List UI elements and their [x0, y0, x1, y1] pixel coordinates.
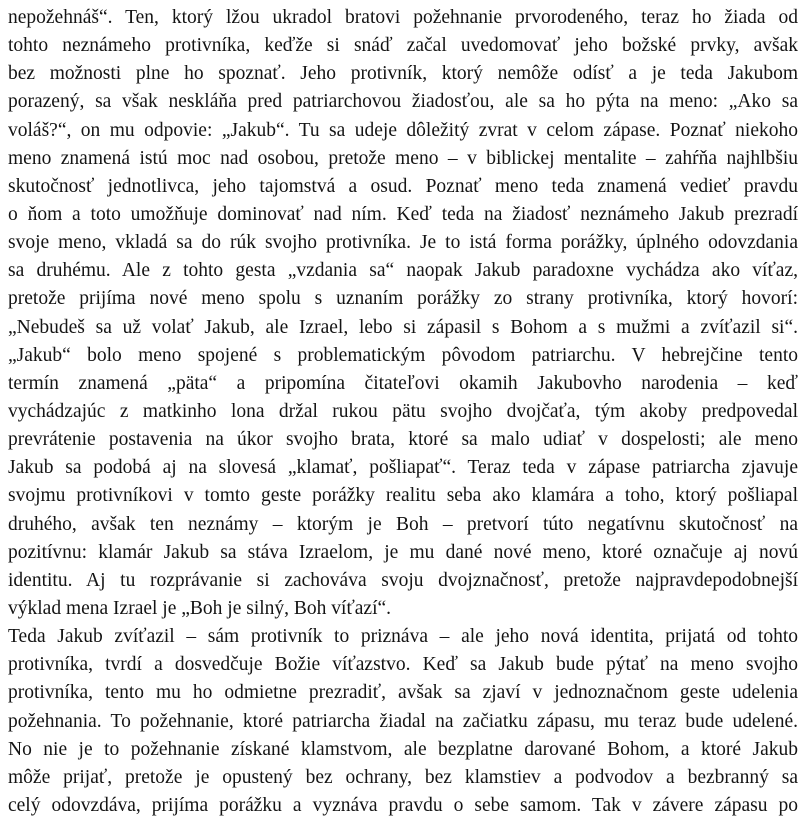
text-line: porazený, sa však neskláňa pred patriarchovou žiadosťou, ale sa ho pýta na meno: „Ako sa	[8, 91, 798, 113]
text-line: výklad mena Izrael je „Boh je silný, Boh víťazí“.	[8, 597, 392, 619]
paragraph-1	[8, 4, 798, 623]
text-line: „Jakub“ bolo meno spojené s problematickým pôvodom patriarchu. V hebrejčine tento	[8, 344, 798, 366]
text-line: skutočnosť jednotlivca, jeho tajomstvá a osud. Poznať meno teda znamená vedieť pravdu	[8, 175, 798, 197]
text-line: svojmu protivníkovi v tomto geste porážky realitu seba ako klamára a toho, ktorý pošliapal	[8, 485, 798, 507]
paragraph-2	[8, 623, 798, 820]
text-line: vychádzajúc z matkinho lona držal rukou pätu svojho dvojčaťa, tým akoby predpovedal	[8, 400, 798, 422]
text-line: nepožehnáš“. Ten, ktorý lžou ukradol bratovi požehnanie prvorodeného, teraz ho žiada od	[8, 7, 798, 28]
text-line: celý odovzdáva, prijíma porážku a vyznáva pravdu o sebe samom. Tak v závere zápasu po	[8, 794, 798, 816]
text-line: prevrátenie postavenia na úkor svojho brata, ktoré sa malo udiať v dospelosti; ale meno	[8, 429, 798, 451]
text-line: tohto neznámeho protivníka, keďže si snáď začal uvedomovať jeho božské prvky, avšak	[8, 35, 798, 57]
text-line: protivníka, tento mu ho odmietne prezradiť, avšak sa zjaví v jednoznačnom geste udelenia	[8, 682, 798, 704]
text-line: No nie je to požehnanie získané klamstvom, ale bezplatne darované Bohom, a ktoré Jakub	[8, 738, 798, 760]
text-line: sa druhému. Ale z tohto gesta „vzdania sa“ naopak Jakub paradoxne vychádza ako víťaz,	[8, 260, 798, 282]
text-line: Teda Jakub zvíťazil – sám protivník to priznáva – ale jeho nová identita, prijatá od tohto	[8, 626, 798, 648]
text-line: „Nebudeš sa už volať Jakub, ale Izrael, lebo si zápasil s Bohom a s mužmi a zvíťazil si“.	[8, 316, 798, 338]
text-line: druhého, avšak ten neznámy – ktorým je Boh – pretvorí túto negatívnu skutočnosť na	[8, 513, 798, 535]
text-line: svoje meno, vkladá sa do rúk svojho protivníka. Je to istá forma porážky, úplného odovzdania	[8, 232, 798, 254]
text-line: pozitívnu: klamár Jakub sa stáva Izraelom, je mu dané nové meno, ktoré označuje aj novú	[8, 541, 798, 563]
text-line: identitu. Aj tu rozprávanie si zachováva svoju dvojznačnosť, pretože najpravdepodobnejší	[8, 569, 798, 591]
text-line: bez možnosti plne ho spoznať. Jeho protivník, ktorý nemôže odísť a je teda Jakubom	[8, 63, 798, 85]
text-line: Jakub sa podobá aj na slovesá „klamať, pošliapať“. Teraz teda v zápase patriarcha zjavuje	[8, 457, 798, 479]
text-line: pretože prijíma nové meno spolu s uznaním porážky zo strany protivníka, ktorý hovorí:	[8, 288, 798, 310]
text-line: o ňom a toto umožňuje dominovať nad ním. Keď teda na žiadosť neznámeho Jakub prezradí	[8, 203, 798, 225]
text-line: termín znamená „päta“ a pripomína čitateľovi okamih Jakubovho narodenia – keď	[8, 372, 798, 394]
text-line: požehnania. To požehnanie, ktoré patriarcha žiadal na začiatku zápasu, mu teraz bude udelené.	[8, 710, 798, 732]
text-line: voláš?“, on mu odpovie: „Jakub“. Tu sa udeje dôležitý zvrat v celom zápase. Poznať niekoho	[8, 119, 798, 141]
text-line: meno znamená istú moc nad osobou, pretože meno – v biblickej mentalite – zahŕňa najhlbšiu	[8, 147, 798, 169]
text-line: môže prijať, pretože je opustený bez ochrany, bez klamstiev a podvodov a bezbranný sa	[8, 766, 798, 788]
text-line: protivníka, tvrdí a dosvedčuje Božie víťazstvo. Keď sa Jakub bude pýtať na meno svojho	[8, 654, 798, 676]
